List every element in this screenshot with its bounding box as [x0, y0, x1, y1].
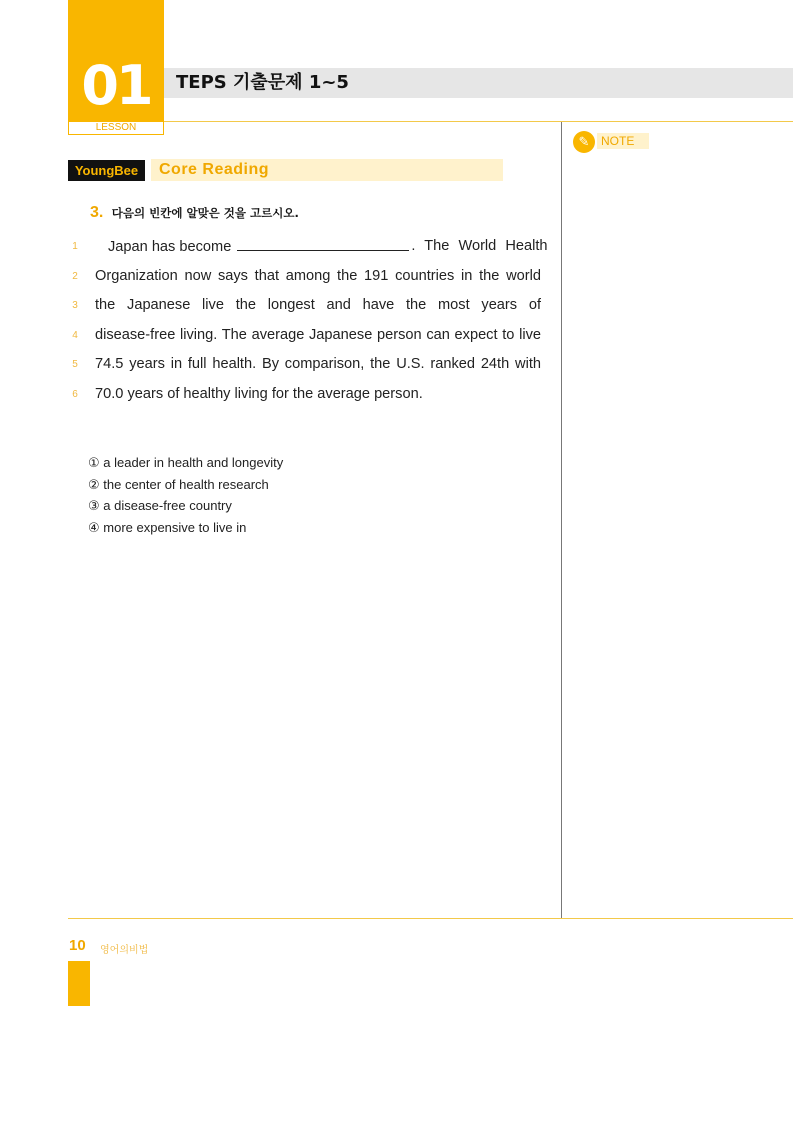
lesson-label: LESSON — [68, 122, 164, 135]
line-number: 2 — [72, 271, 78, 282]
book-title: 영어의비법 — [100, 945, 149, 956]
passage-line: 70.0 years of healthy living for the average person. — [95, 386, 423, 402]
page-tab — [68, 961, 90, 1006]
section-title: Core Reading — [159, 161, 270, 178]
line-number: 5 — [72, 359, 78, 370]
section-title-bar — [151, 159, 503, 181]
passage-line: disease-free living. The average Japanese person can expect to live — [95, 327, 541, 343]
pencil-icon: ✎ — [573, 131, 595, 153]
line-number: 1 — [72, 241, 78, 252]
lesson-number-block — [68, 0, 164, 122]
question-heading — [90, 204, 299, 224]
passage-line: Organization now says that among the 191 countries in the world — [95, 268, 541, 284]
answer-option[interactable]: ③ a disease-free country — [88, 498, 232, 513]
page-title: TEPS 기출문제 1~5 — [176, 72, 349, 93]
answer-option[interactable]: ① a leader in health and longevity — [88, 455, 284, 470]
footer-divider — [68, 918, 793, 919]
question-instruction: 다음의 빈칸에 알맞은 것을 고르시오. — [111, 206, 299, 220]
passage-line-1-start: Japan has become — [108, 239, 232, 255]
brand-badge: YoungBee — [68, 160, 145, 181]
passage-line — [108, 238, 548, 255]
line-number: 6 — [72, 389, 78, 400]
lesson-number: 01 — [81, 54, 151, 117]
passage-line-1-end: . The World Health — [411, 238, 548, 254]
passage-line: 74.5 years in full health. By comparison, the U.S. ranked 24th with — [95, 356, 541, 372]
line-number: 4 — [72, 330, 78, 341]
answer-option[interactable]: ② the center of health research — [88, 476, 269, 492]
line-number: 3 — [72, 300, 78, 311]
column-divider — [561, 122, 562, 919]
answer-blank — [237, 238, 409, 251]
note-label: NOTE — [597, 133, 649, 149]
answer-options — [88, 452, 283, 538]
page-number: 10 — [69, 937, 86, 954]
question-number: 3. — [90, 204, 104, 221]
title-bar — [164, 68, 793, 98]
answer-option[interactable]: ④ more expensive to live in — [88, 519, 247, 535]
header-divider — [164, 121, 793, 122]
passage-line: the Japanese live the longest and have the most years of — [95, 297, 541, 313]
